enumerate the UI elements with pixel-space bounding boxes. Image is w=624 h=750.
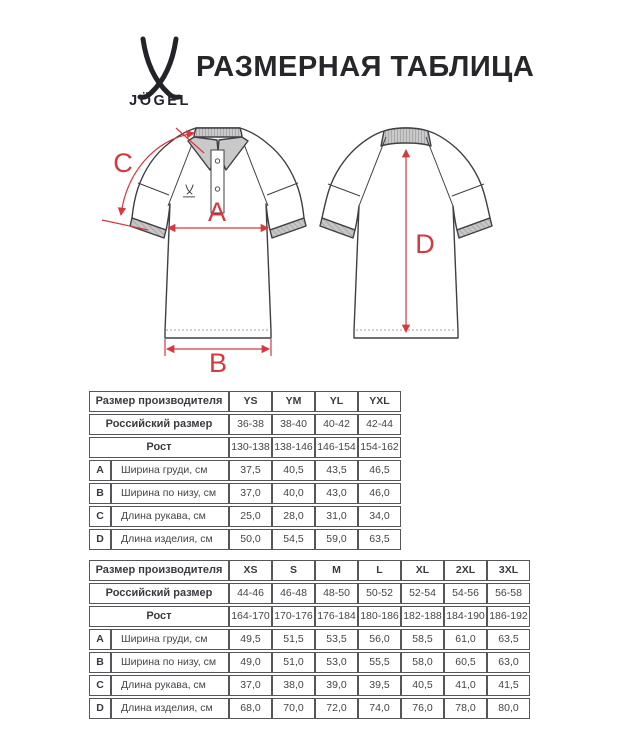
header-label-cell: Рост [89, 606, 229, 627]
placket-button-top [215, 159, 219, 163]
table-header-row [89, 606, 530, 627]
value-cell: 70,0 [272, 698, 315, 719]
value-cell: 48-50 [315, 583, 358, 604]
value-cell: 53,5 [315, 629, 358, 650]
value-cell: 60,5 [444, 652, 487, 673]
value-cell: 130-138 [229, 437, 272, 458]
value-cell: 154-162 [358, 437, 401, 458]
value-cell: 55,5 [358, 652, 401, 673]
size-code-cell: YM [272, 391, 315, 412]
value-cell: 40,0 [272, 483, 315, 504]
size-code-cell: 3XL [487, 560, 530, 581]
value-cell: 182-188 [401, 606, 444, 627]
letter-cell: A [89, 629, 111, 650]
letter-cell: C [89, 506, 111, 527]
value-cell: 44-46 [229, 583, 272, 604]
value-cell: 37,5 [229, 460, 272, 481]
page-title: РАЗМЕРНАЯ ТАБЛИЦА [196, 51, 535, 83]
size-table-youth [89, 389, 401, 552]
value-cell: 36-38 [229, 414, 272, 435]
value-cell: 146-154 [315, 437, 358, 458]
size-code-cell: L [358, 560, 401, 581]
table-row [89, 629, 530, 650]
header-label-cell: Размер производителя [89, 560, 229, 581]
letter-cell: D [89, 698, 111, 719]
table-row [89, 506, 401, 527]
table-row [89, 698, 530, 719]
value-cell: 63,5 [487, 629, 530, 650]
value-cell: 184-190 [444, 606, 487, 627]
value-cell: 40-42 [315, 414, 358, 435]
table-row [89, 483, 401, 504]
row-label-cell: Ширина по низу, см [111, 652, 229, 673]
value-cell: 59,0 [315, 529, 358, 550]
value-cell: 72,0 [315, 698, 358, 719]
header-label-cell: Российский размер [89, 583, 229, 604]
size-diagram [55, 110, 525, 385]
table-header-row [89, 414, 401, 435]
value-cell: 54,5 [272, 529, 315, 550]
letter-cell: A [89, 460, 111, 481]
row-label-cell: Ширина груди, см [111, 629, 229, 650]
value-cell: 51,5 [272, 629, 315, 650]
size-code-cell: YS [229, 391, 272, 412]
value-cell: 42-44 [358, 414, 401, 435]
row-label-cell: Длина рукава, см [111, 675, 229, 696]
size-code-cell: YXL [358, 391, 401, 412]
header-label-cell: Российский размер [89, 414, 229, 435]
row-label-cell: Ширина груди, см [111, 460, 229, 481]
letter-cell: D [89, 529, 111, 550]
row-label-cell: Длина рукава, см [111, 506, 229, 527]
placket-button-bottom [215, 187, 219, 191]
value-cell: 38-40 [272, 414, 315, 435]
value-cell: 40,5 [272, 460, 315, 481]
dim-label-a: A [207, 197, 227, 227]
value-cell: 80,0 [487, 698, 530, 719]
brand-logo [112, 36, 208, 108]
table-header-row [89, 560, 530, 581]
value-cell: 49,5 [229, 629, 272, 650]
value-cell: 46-48 [272, 583, 315, 604]
value-cell: 37,0 [229, 483, 272, 504]
row-label-cell: Длина изделия, см [111, 529, 229, 550]
value-cell: 43,5 [315, 460, 358, 481]
value-cell: 78,0 [444, 698, 487, 719]
value-cell: 25,0 [229, 506, 272, 527]
value-cell: 39,0 [315, 675, 358, 696]
back-collar [381, 128, 431, 146]
value-cell: 74,0 [358, 698, 401, 719]
value-cell: 164-170 [229, 606, 272, 627]
value-cell: 46,0 [358, 483, 401, 504]
value-cell: 138-146 [272, 437, 315, 458]
value-cell: 46,5 [358, 460, 401, 481]
dim-label-d: D [415, 229, 435, 259]
value-cell: 49,0 [229, 652, 272, 673]
value-cell: 43,0 [315, 483, 358, 504]
value-cell: 34,0 [358, 506, 401, 527]
table-header-row [89, 437, 401, 458]
value-cell: 31,0 [315, 506, 358, 527]
logo-text: JÖGEL [129, 93, 191, 108]
value-cell: 37,0 [229, 675, 272, 696]
size-code-cell: 2XL [444, 560, 487, 581]
table-row [89, 460, 401, 481]
value-cell: 58,0 [401, 652, 444, 673]
header-label-cell: Рост [89, 437, 229, 458]
table-row [89, 652, 530, 673]
value-cell: 40,5 [401, 675, 444, 696]
value-cell: 39,5 [358, 675, 401, 696]
header-label-cell: Размер производителя [89, 391, 229, 412]
value-cell: 38,0 [272, 675, 315, 696]
value-cell: 63,5 [358, 529, 401, 550]
value-cell: 76,0 [401, 698, 444, 719]
value-cell: 51,0 [272, 652, 315, 673]
value-cell: 58,5 [401, 629, 444, 650]
size-table-adult [89, 558, 530, 721]
value-cell: 41,0 [444, 675, 487, 696]
value-cell: 50,0 [229, 529, 272, 550]
value-cell: 61,0 [444, 629, 487, 650]
row-label-cell: Ширина по низу, см [111, 483, 229, 504]
value-cell: 186-192 [487, 606, 530, 627]
table-header-row [89, 583, 530, 604]
size-code-cell: XL [401, 560, 444, 581]
value-cell: 56,0 [358, 629, 401, 650]
value-cell: 170-176 [272, 606, 315, 627]
row-label-cell: Длина изделия, см [111, 698, 229, 719]
value-cell: 180-186 [358, 606, 401, 627]
front-collar-band [194, 128, 242, 137]
value-cell: 176-184 [315, 606, 358, 627]
size-code-cell: M [315, 560, 358, 581]
table-header-row [89, 391, 401, 412]
table-row [89, 675, 530, 696]
front-view [130, 128, 306, 338]
letter-cell: C [89, 675, 111, 696]
value-cell: 54-56 [444, 583, 487, 604]
dim-label-b: B [208, 348, 228, 378]
value-cell: 41,5 [487, 675, 530, 696]
size-code-cell: S [272, 560, 315, 581]
value-cell: 56-58 [487, 583, 530, 604]
letter-cell: B [89, 483, 111, 504]
size-code-cell: XS [229, 560, 272, 581]
size-code-cell: YL [315, 391, 358, 412]
value-cell: 52-54 [401, 583, 444, 604]
dim-label-c: C [113, 148, 133, 178]
table-row [89, 529, 401, 550]
letter-cell: B [89, 652, 111, 673]
logo-mark-icon [140, 39, 179, 97]
value-cell: 63,0 [487, 652, 530, 673]
value-cell: 28,0 [272, 506, 315, 527]
value-cell: 53,0 [315, 652, 358, 673]
value-cell: 68,0 [229, 698, 272, 719]
value-cell: 50-52 [358, 583, 401, 604]
